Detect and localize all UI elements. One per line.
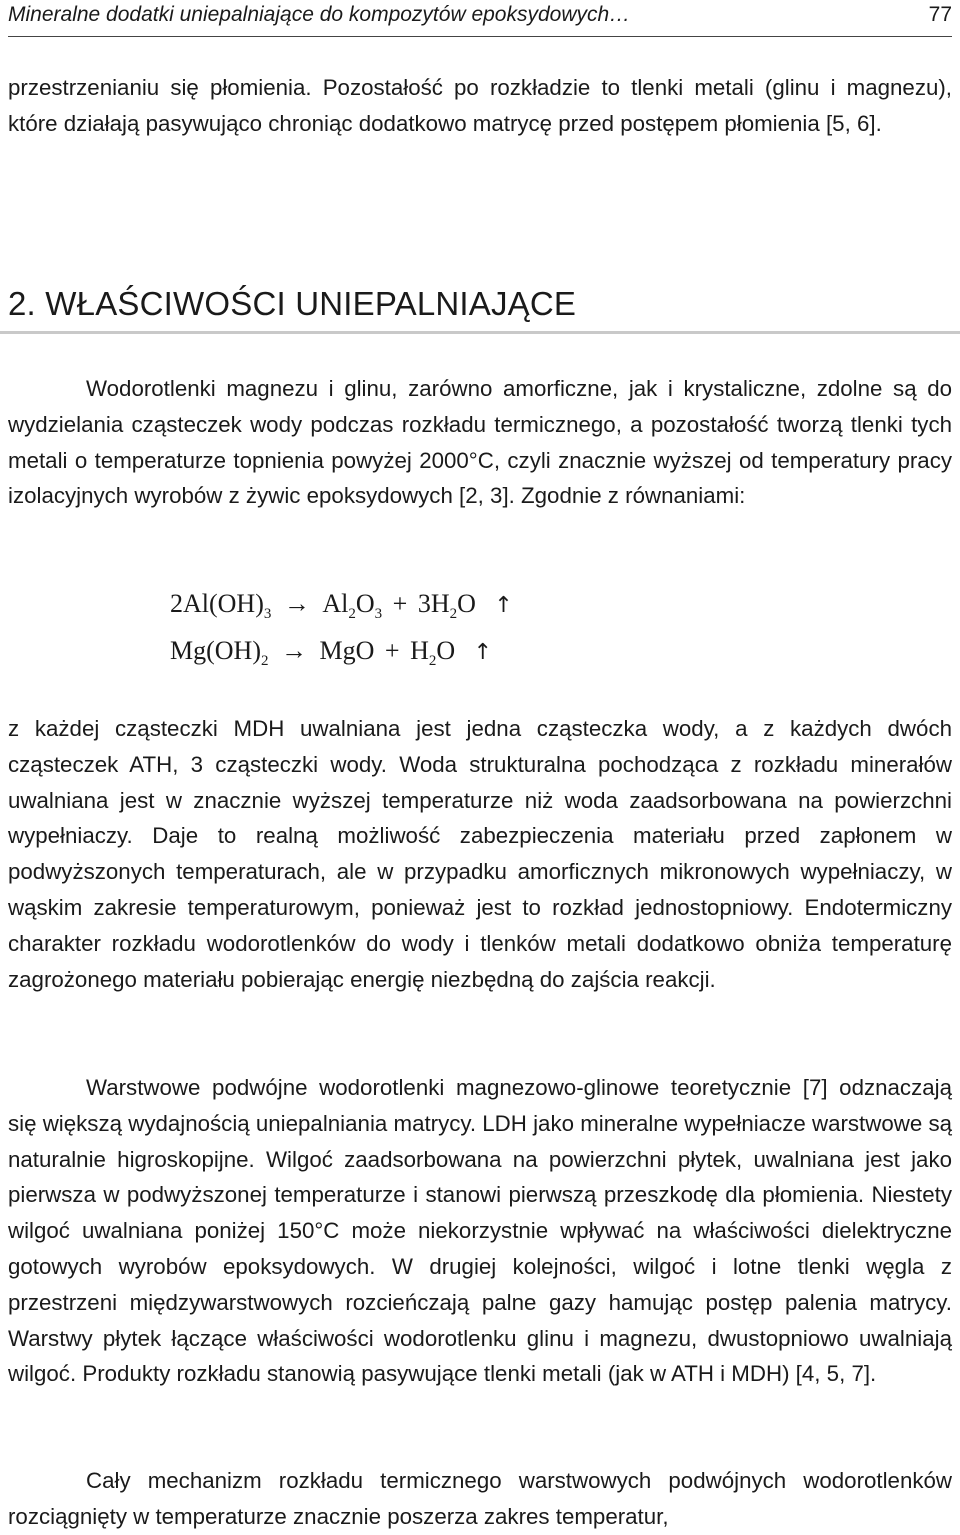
paragraph-water-release: z każdej cząsteczki MDH uwalniana jest jedna cząsteczka wody, a z każdych dwóch cząsteczek ATH, 3 cząsteczki wody. Woda strukturalna pochodząca z rozkładu minerałów uwalniana jest w znacznie wyższej temperaturze niż woda zaadsorbowana na powierzchni wypełniaczy. Daje to realną możliwość zabezpieczenia materiału przed zapłonem w podwyższonych temperaturach, ale w przypadku amorficznych mikronowych wypełniaczy, w wąskim zakresie temperaturowym, ponieważ jest to rozkład jednostopniowy. Endotermiczny charakter rozkładu wodorotlenków do wody i tlenków metali dodatkowo obniża temperaturę zagrożonego materiału pobierając energię niezbędną do zajścia reakcji. — [8, 716, 952, 992]
eq2-product-water: $H_2O$ — [410, 636, 456, 669]
eq2-product-oxide: MgO — [319, 636, 375, 665]
equation-ath — [170, 584, 513, 624]
heading-rule — [0, 331, 960, 334]
eq1-product-oxide: $Al_2O_3$ — [322, 589, 383, 622]
paragraph-intro: przestrzenianiu się płomienia. Pozostałość po rozkładzie to tlenki metali (glinu i magnezu), które działają pasywująco chroniąc dodatkowo matrycę przed postępem płomienia [5, 6]. — [8, 75, 952, 136]
plus-sign: + — [384, 636, 400, 665]
paragraph-mechanism: Cały mechanizm rozkładu termicznego warstwowych podwójnych wodorotlenków rozciągnięty w temperaturze znacznie poszerza zakres temperatur, — [8, 1468, 952, 1529]
reaction-arrow-icon: → — [281, 636, 307, 665]
paragraph-ldh: Warstwowe podwójne wodorotlenki magnezowo-glinowe teoretycznie [7] odznaczają się większą wydajnością uniepalniania matrycy. LDH jako mineralne wypełniacze warstwowe są naturalnie higroskopijne. Wilgoć zaadsorbowana na powierzchni płytek, uwalniana jest jako pierwsza w podwyższonej temperaturze i stanowi pierwszą przeszkodę dla płomienia. Niestety wilgoć uwalniana poniżej 150°C może niekorzystnie wpływać na właściwości dielektryczne gotowych wyrobów epoksydowych. W drugiej kolejności, wilgoć i lotne tlenki węgla z przestrzeni międzywarstwowych rozcieńczają palne gazy hamując postęp palenia matrycy. Warstwy płytek łączące właściwości wodorotlenku glinu i magnezu, dwustopniowo uwalniają wilgoć. Produkty rozkładu stanowią pasywujące tlenki metali (jak w ATH i MDH) [4, 5, 7]. — [8, 1075, 952, 1387]
section-heading: 2. WŁAŚCIWOŚCI UNIEPALNIAJĄCE — [8, 285, 577, 322]
gas-release-arrow-icon: ↑ — [494, 593, 513, 618]
eq1-reactant: $2Al(OH)_3$ — [170, 589, 272, 622]
equation-mdh — [170, 631, 492, 671]
eq2-reactant: $Mg(OH)_2$ — [170, 636, 269, 669]
gas-release-arrow-icon: ↑ — [473, 640, 493, 665]
plus-sign: + — [392, 589, 408, 618]
running-title: Mineralne dodatki uniepalniające do kompozytów epoksydowych… — [8, 3, 631, 26]
paragraph-hydroxides: Wodorotlenki magnezu i glinu, zarówno amorficzne, jak i krystaliczne, zdolne są do wydzielania cząsteczek wody podczas rozkładu termicznego, a pozostałość tworzą tlenki tych metali o temperaturze topnienia powyżej 2000°C, czyli znacznie wyższej od temperatury pracy izolacyjnych wyrobów z żywic epoksydowych [2, 3]. Zgodnie z równaniami: — [8, 376, 952, 509]
reaction-arrow-icon: → — [283, 589, 310, 618]
eq1-product-water: $3H_2O$ — [417, 589, 476, 622]
page-number: 77 — [928, 3, 952, 26]
running-header — [8, 0, 952, 37]
